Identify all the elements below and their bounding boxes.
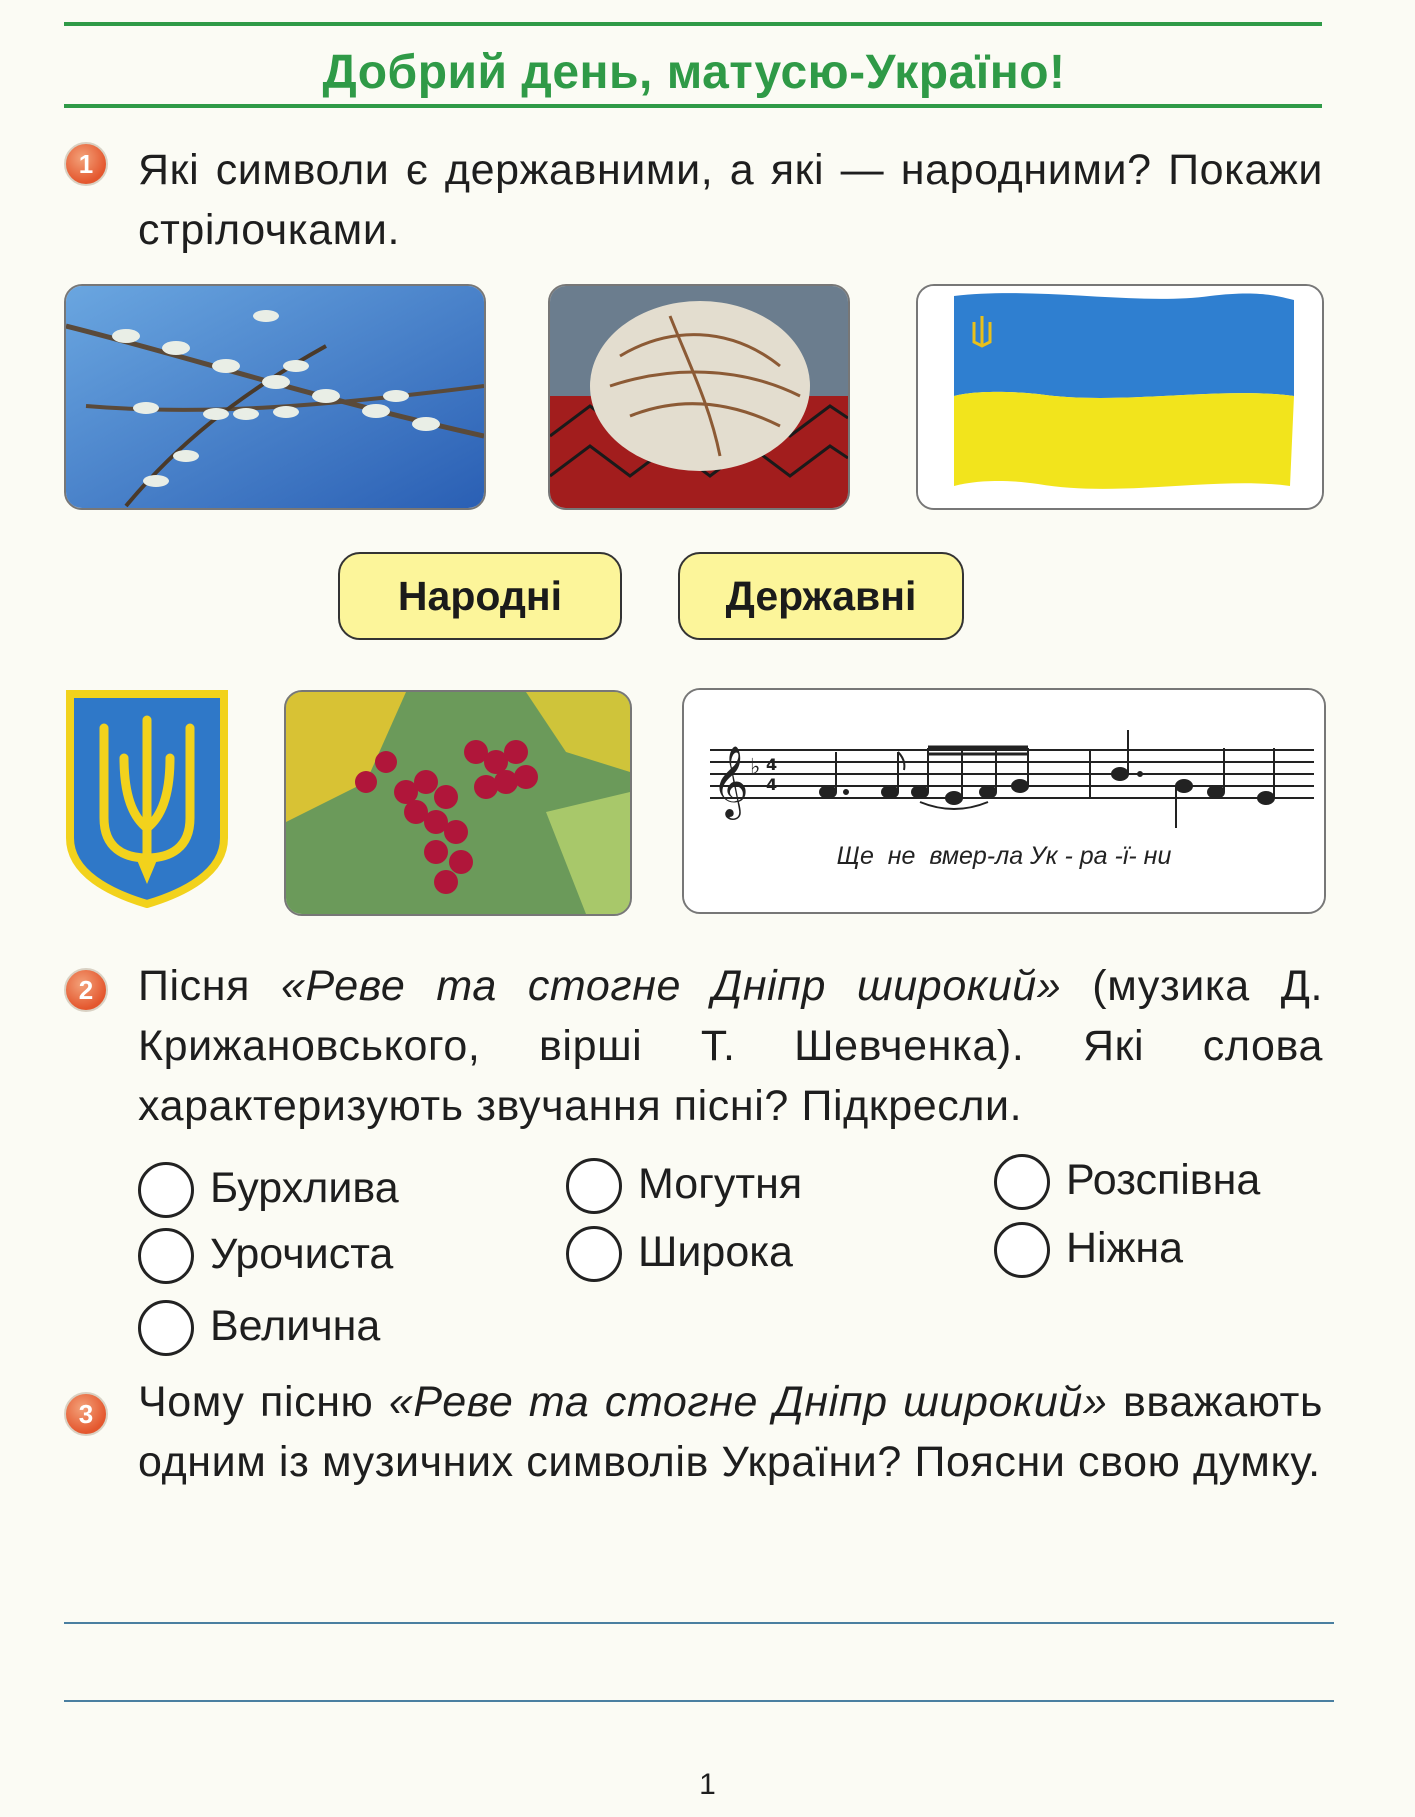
answer-line-1[interactable] <box>64 1622 1334 1624</box>
option-circle[interactable] <box>138 1228 194 1284</box>
willow-photo[interactable] <box>64 284 486 510</box>
question-3-number: 3 <box>64 1392 108 1436</box>
option-circle[interactable] <box>994 1154 1050 1210</box>
option-label: Бурхлива <box>210 1164 399 1212</box>
option-label: Широка <box>638 1228 793 1276</box>
option-circle[interactable] <box>566 1226 622 1282</box>
q3-text-after: вважають одним із музичних символів України? Поясни свою думку. <box>138 1378 1323 1486</box>
option-circle[interactable] <box>994 1222 1050 1278</box>
option-label: Урочиста <box>210 1230 394 1278</box>
q2-text-after: (музика Д. Крижановського, вірші Т. Шевченка). Які слова характеризують звучання пісні? Підкресли. <box>138 962 1323 1130</box>
option-label: Ніжна <box>1066 1224 1184 1272</box>
svg-text:4: 4 <box>766 755 778 774</box>
q2-text-before: Пісня <box>138 962 281 1010</box>
korovai-bread-photo[interactable] <box>548 284 850 510</box>
q2-song-title: «Реве та стогне Дніпр широкий» <box>280 962 1062 1010</box>
question-3-text <box>138 1372 1323 1492</box>
question-1-number: 1 <box>64 142 108 186</box>
svg-text:𝄞: 𝄞 <box>712 744 749 817</box>
option-circle[interactable] <box>138 1300 194 1356</box>
anthem-lyrics: Ще не вмер-ла Ук - ра -ї- ни <box>836 842 1172 870</box>
state-symbols-label[interactable]: Державні <box>678 552 964 640</box>
question-1-text: Які символи є державними, а які — народними? Покажи стрілочками. <box>138 146 1323 254</box>
q3-song-title: «Реве та стогне Дніпр широкий» <box>388 1378 1108 1426</box>
header-top-rule <box>64 22 1322 26</box>
page-number: 1 <box>699 1768 716 1801</box>
trident-coat-of-arms[interactable] <box>64 688 230 908</box>
header-bottom-rule <box>64 104 1322 108</box>
answer-line-2[interactable] <box>64 1700 1334 1702</box>
option-circle[interactable] <box>566 1158 622 1214</box>
option-label: Величнa <box>210 1302 381 1350</box>
option-label: Могутня <box>638 1160 803 1208</box>
ukrainian-flag[interactable] <box>916 284 1324 510</box>
staff-svg <box>684 690 1324 912</box>
viburnum-berries-photo[interactable] <box>284 690 632 916</box>
question-2-text <box>138 956 1323 1136</box>
question-2-number: 2 <box>64 968 108 1012</box>
option-label: Розспівна <box>1066 1156 1261 1204</box>
page-title: Добрий день, матусю-Україно! <box>322 46 1066 99</box>
svg-text:♭: ♭ <box>750 755 761 780</box>
option-circle[interactable] <box>138 1162 194 1218</box>
svg-text:4: 4 <box>766 775 778 794</box>
folk-symbols-label[interactable]: Народні <box>338 552 622 640</box>
q3-text-before: Чому пісню <box>138 1378 389 1426</box>
anthem-sheet-music[interactable] <box>682 688 1326 914</box>
